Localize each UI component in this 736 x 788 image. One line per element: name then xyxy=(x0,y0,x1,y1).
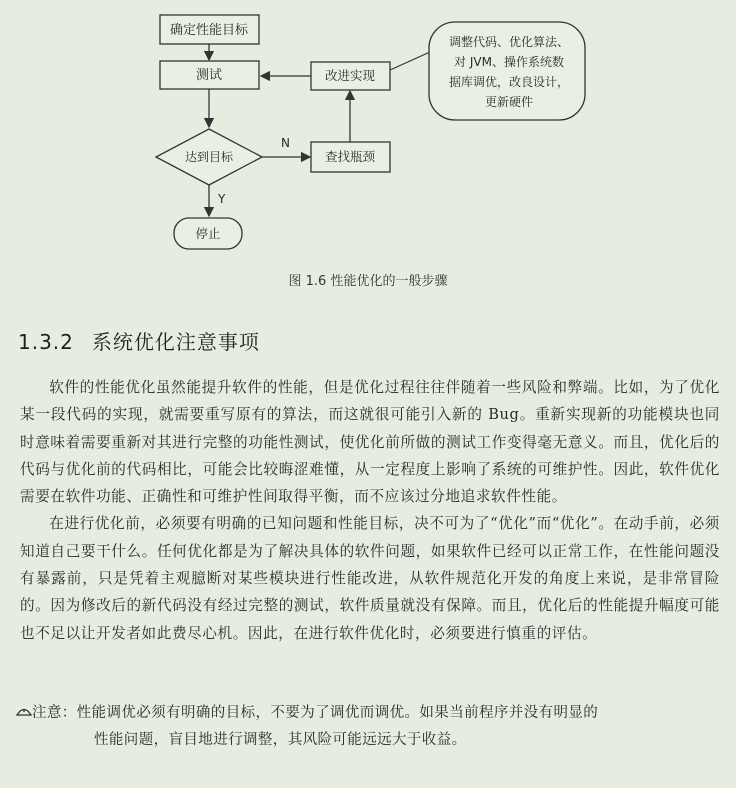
node-end xyxy=(174,218,242,249)
callout-box xyxy=(429,22,585,120)
node-end-label: 停止 xyxy=(195,226,221,241)
section-title: 系统优化注意事项 xyxy=(91,330,260,354)
callout-line-3: 据库调优，改良设计， xyxy=(448,75,570,89)
paragraph: 软件的性能优化虽然能提升软件的性能，但是优化过程往往伴随着一些风险和弊端。比如，为了优化某一段代码的实现，就需要重写原有的算法，而这就很可能引入新的 Bug。重新实现新的功能模块也同时意味着需要重新对其进行完整的功能性测试，使优化前所做的测试工作变得毫无意义。而且，优化后的代码与优化前的代码相比，可能会比较晦涩难懂，从一定程度上影响了系统的可维护性。因此，软件优化需要在软件功能、正确性和可维护性间取得平衡，而不应该过分地追求软件性能。 xyxy=(20,379,720,506)
paragraph: 在进行优化前，必须要有明确的已知问题和性能目标，决不可为了“优化”而“优化”。在动手前，必须知道自己要干什么。任何优化都是为了解决具体的软件问题，如果软件已经可以正常工作，在性能问题没有暴露前，只是凭着主观臆断对某些模块进行性能改进，从软件规范化开发的角度上来说，是非常冒险的。因为修改后的新代码没有经过完整的测试，软件质量就没有保障。而且，优化后的性能提升幅度可能也不足以让开发者如此费尽心机。因此，在进行软件优化时，必须要进行慎重的评估。 xyxy=(20,515,720,642)
node-find xyxy=(311,142,390,172)
callout-line-2: 对 JVM、操作系统数 xyxy=(454,55,564,69)
edge-no-label: N xyxy=(281,136,290,150)
note-line-2: 性能问题，盲目地进行调整，其风险可能远远大于收益。 xyxy=(94,732,467,748)
node-reached xyxy=(156,129,262,185)
node-goal xyxy=(160,15,259,44)
node-improve xyxy=(311,62,390,90)
section-number: 1.3.2 xyxy=(18,330,74,354)
figure-caption: 图 1.6 性能优化的一般步骤 xyxy=(288,274,448,289)
edge-yes-label: Y xyxy=(218,192,226,206)
callout-connector xyxy=(390,52,430,70)
node-improve-label: 改进实现 xyxy=(324,68,376,83)
note-line-1: 性能调优必须有明确的目标，不要为了调优而调优。如果当前程序并没有明显的 xyxy=(76,705,599,721)
section-heading xyxy=(18,326,260,355)
warning-icon xyxy=(16,700,32,727)
note-block xyxy=(16,700,728,754)
body-text xyxy=(20,374,720,647)
node-test-label: 测试 xyxy=(195,68,223,83)
callout-line-1: 调整代码、优化算法、 xyxy=(448,35,570,49)
node-test xyxy=(160,61,259,89)
callout-line-4: 更新硬件 xyxy=(484,95,534,109)
node-find-label: 查找瓶颈 xyxy=(324,149,376,164)
flowchart xyxy=(0,0,736,300)
note-label: 注意： xyxy=(32,705,77,721)
node-reached-label: 达到目标 xyxy=(184,150,234,164)
node-goal-label: 确定性能目标 xyxy=(169,23,249,38)
